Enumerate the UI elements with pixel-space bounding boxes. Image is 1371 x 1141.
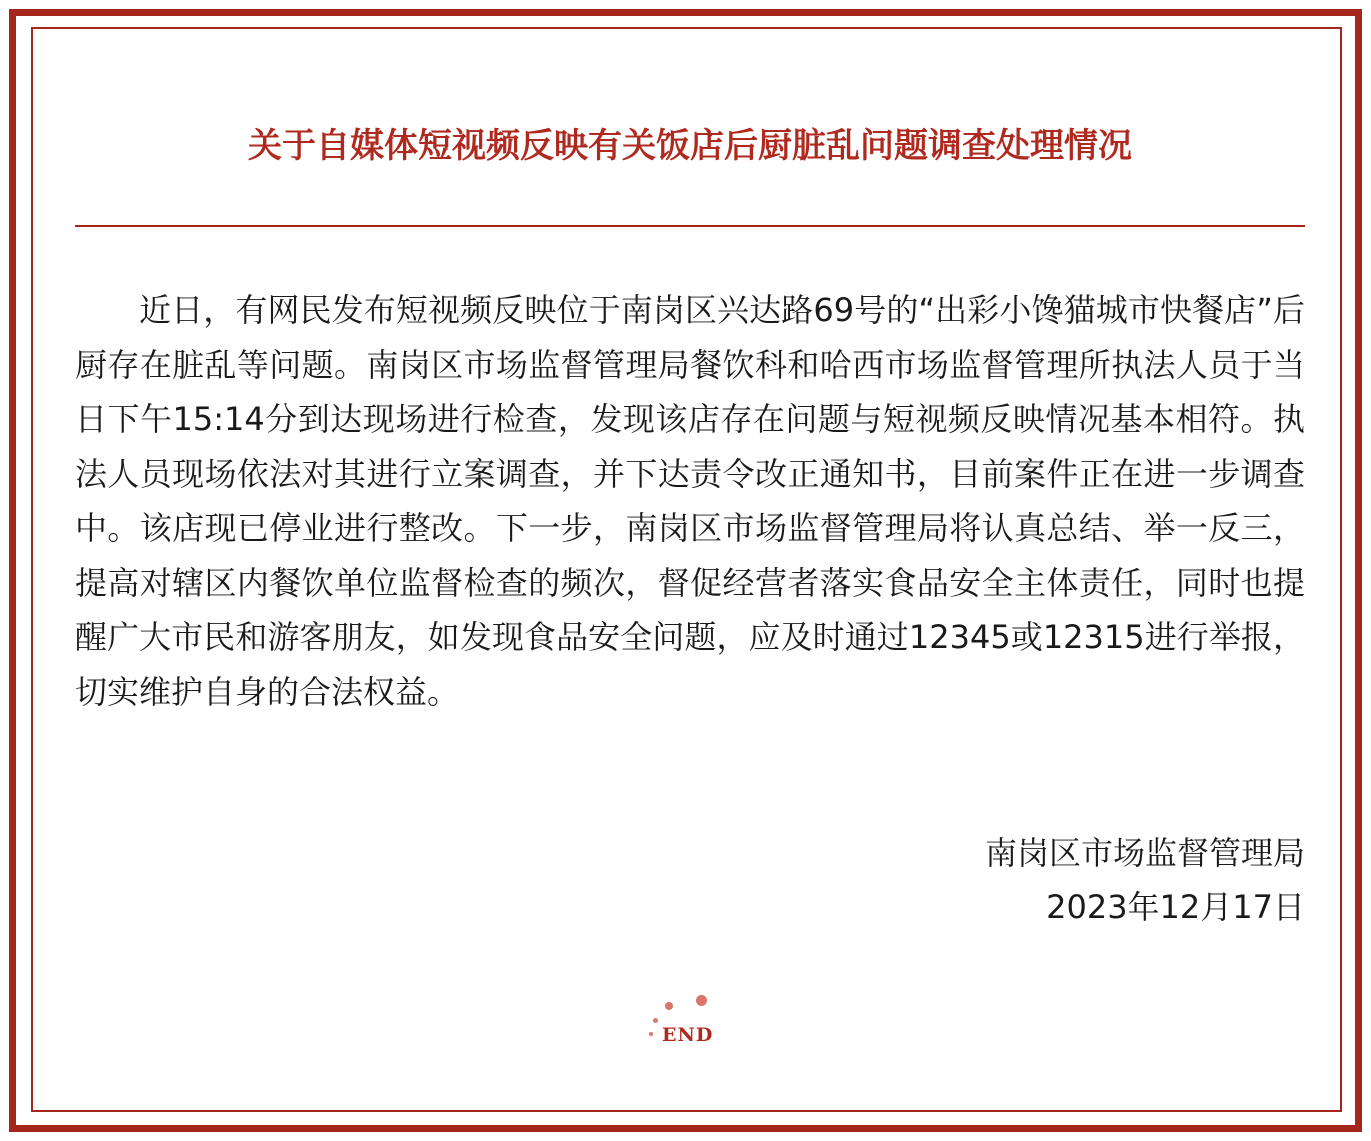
end-dot-medium	[665, 1002, 673, 1010]
end-dot-tiny	[649, 1032, 653, 1036]
end-dot-small	[653, 1018, 658, 1023]
issue-date: 2023年12月17日	[1046, 888, 1305, 926]
issuer-name: 南岗区市场监督管理局	[984, 834, 1305, 872]
end-label: END	[662, 1024, 714, 1046]
title-divider	[75, 225, 1305, 227]
end-dot-large	[696, 995, 707, 1006]
document-title: 关于自媒体短视频反映有关饭店后厨脏乱问题调查处理情况	[248, 126, 1132, 166]
signature-block	[985, 826, 1305, 934]
body-paragraph: 近日，有网民发布短视频反映位于南岗区兴达路69号的“出彩小馋猫城市快餐店”后厨存在脏乱等问题。南岗区市场监督管理局餐饮科和哈西市场监督管理所执法人员于当日下午15:14分到达现场进行检查，发现该店存在问题与短视频反映情况基本相符。执法人员现场依法对其进行立案调查，并下达责令改正通知书，目前案件正在进一步调查中。该店现已停业进行整改。下一步，南岗区市场监督管理局将认真总结、举一反三，提高对辖区内餐饮单位监督检查的频次，督促经营者落实食品安全主体责任，同时也提醒广大市民和游客朋友，如发现食品安全问题，应及时通过12345或12315进行举报，切实维护自身的合法权益。	[75, 291, 1305, 711]
end-mark	[640, 990, 730, 1050]
